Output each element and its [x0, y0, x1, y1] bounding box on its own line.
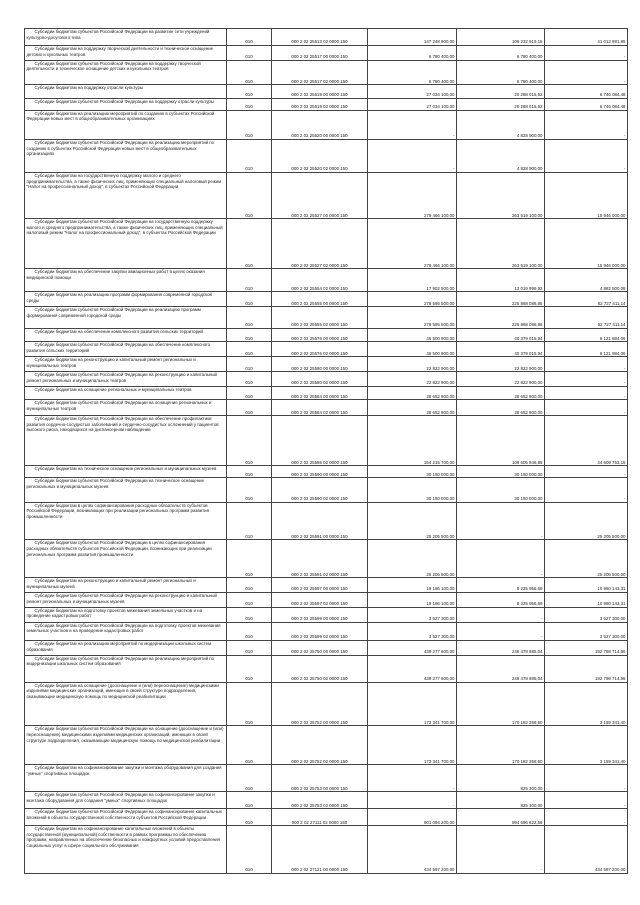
row-budget-code-cell: 000 2 02 25591 00 0000 150 — [272, 502, 368, 540]
row-unexecuted-amount-cell: 25 205 500,00 — [545, 502, 628, 540]
row-name-cell — [25, 682, 227, 726]
table-row — [25, 307, 628, 329]
row-approved-amount-cell: 173 341 700,00 — [368, 682, 457, 726]
row-name-text: Субсидии бюджетам на софинансирование капитальных вложений в объекты государственной (муниципальной) собственности в рамках программы по обеспечению программ, направленных на обеспечение безопасных и комфортных условий предоставления социальных услуг в сфере социального обслуживания — [26, 826, 220, 849]
row-budget-code-cell: 000 2 02 25519 00 0000 150 — [272, 85, 368, 98]
table-row — [25, 622, 628, 640]
row-budget-code-cell: 000 2 02 25527 02 0000 150 — [272, 219, 368, 269]
table-row — [25, 578, 628, 593]
row-admin-code-cell: 010 — [227, 329, 272, 342]
row-unexecuted-amount-cell: 10 960 143,31 — [545, 593, 628, 608]
row-name-cell — [25, 416, 227, 466]
row-approved-amount-cell: 279 466 100,00 — [368, 172, 457, 218]
row-name-text: Субсидии бюджетам субъектов Российской Федерации на оснащение региональных и муниципальных театров — [26, 400, 212, 411]
row-name-text: Субсидии бюджетам субъектов Российской Федерации на обеспечение профилактики развития сердечно-сосудистых заболеваний и сердечно-сосудистых осложнений у пациентов высокого риска, находящихся на диспансерном наблюдении — [26, 416, 219, 433]
row-name-text: Субсидии бюджетам субъектов Российской Федерации на реконструкцию и капитальный ремонт региональных и муниципальных музеев — [26, 593, 217, 604]
row-admin-code-cell: 010 — [227, 682, 272, 726]
row-approved-amount-cell: 46 500 900,00 — [368, 329, 457, 342]
row-approved-amount-cell: 279 466 100,00 — [368, 219, 457, 269]
row-admin-code-cell: 010 — [227, 342, 272, 357]
row-budget-code-cell: 000 2 02 25520 00 0000 150 — [272, 110, 368, 139]
row-unexecuted-amount-cell: - — [545, 400, 628, 416]
row-name-text: Субсидии бюджетам субъектов Российской Федерации на реконструкцию и капитальный ремонт региональных и муниципальных театров — [26, 372, 217, 383]
row-unexecuted-amount-cell: - — [545, 466, 628, 478]
row-admin-code-cell: 010 — [227, 826, 272, 874]
row-name-text: Субсидии бюджетам субъектов Российской Федерации на поддержку творческой деятельности и техническое оснащение детских и кукольных театров — [26, 60, 201, 72]
table-row — [25, 372, 628, 387]
row-unexecuted-amount-cell: - — [545, 357, 628, 372]
row-name-text: Субсидии бюджетам субъектов Российской Федерации на государственную поддержку малого и среднего предпринимательства, а также физических лиц, применяющих специальный налоговый режим "Налог на профессиональный доход", в субъектах Российской Федерации — [26, 219, 223, 236]
row-name-cell — [25, 502, 227, 540]
table-row — [25, 172, 628, 218]
row-executed-amount-cell: 4 828 900,00 — [457, 110, 545, 139]
row-name-cell — [25, 110, 227, 139]
table-row — [25, 357, 628, 372]
row-unexecuted-amount-cell: 6 746 084,48 — [545, 98, 628, 110]
row-budget-code-cell: 000 2 02 25513 02 0000 150 — [272, 29, 368, 46]
row-name-text: Субсидии бюджетам на софинансирование закупки и монтажа оборудования для создания "умных" спортивных площадок — [26, 765, 222, 776]
row-admin-code-cell: 010 — [227, 640, 272, 655]
budget-report-page — [24, 28, 627, 874]
row-approved-amount-cell: 439 277 600,00 — [368, 655, 457, 682]
table-row — [25, 593, 628, 608]
row-name-cell — [25, 655, 227, 682]
table-row — [25, 140, 628, 173]
row-executed-amount-cell: 28 652 900,00 — [457, 386, 545, 399]
row-budget-code-cell: 000 2 02 25599 02 0000 150 — [272, 622, 368, 640]
row-name-text: Субсидии бюджетам субъектов Российской Федерации на софинансирование капитальных вложений в объекты государственной собственности субъектов Российской Федерации — [26, 809, 222, 820]
row-budget-code-cell: 000 2 02 25555 00 0000 150 — [272, 292, 368, 307]
row-admin-code-cell: 010 — [227, 478, 272, 502]
row-approved-amount-cell: 30 150 000,00 — [368, 478, 457, 502]
row-name-cell — [25, 219, 227, 269]
row-name-cell — [25, 478, 227, 502]
row-name-cell — [25, 640, 227, 655]
row-approved-amount-cell: 46 500 900,00 — [368, 342, 457, 357]
row-executed-amount-cell: 20 288 015,52 — [457, 98, 545, 110]
row-name-cell — [25, 269, 227, 292]
row-admin-code-cell: 010 — [227, 502, 272, 540]
row-budget-code-cell: 000 2 02 25597 02 0000 150 — [272, 593, 368, 608]
row-admin-code-cell: 010 — [227, 792, 272, 809]
row-name-cell — [25, 357, 227, 372]
row-name-text: Субсидии бюджетам на реализацию мероприятий по модернизации школьных систем образования — [26, 640, 212, 652]
row-admin-code-cell: 010 — [227, 357, 272, 372]
row-name-text: Субсидии бюджетам на реализацию программ формирования современной городской среды — [26, 292, 212, 303]
row-name-text: Субсидии бюджетам субъектов Российской Федерации на оснащение (дооснащение и (или) переоснащение) медицинскими изделиями медицинских организаций, имеющих в своей структуре подразделения, оказывающие медицинскую помощь по медицинской реабилитации — [26, 726, 224, 743]
row-executed-amount-cell: 22 822 900,00 — [457, 357, 545, 372]
row-executed-amount-cell: 30 150 000,00 — [457, 466, 545, 478]
row-approved-amount-cell: 17 902 500,00 — [368, 269, 457, 292]
row-name-text: Субсидии бюджетам на обеспечение закупки авиационных работ в целях оказания медицинской помощи — [26, 269, 205, 280]
row-name-text: Субсидии бюджетам субъектов Российской Федерации на реализацию мероприятий по созданию в субъектах Российской Федерации новых мест в общеобразовательных организациях — [26, 140, 215, 157]
row-approved-amount-cell: 901 094 200,00 — [368, 809, 457, 826]
row-unexecuted-amount-cell: 6 746 084,48 — [545, 85, 628, 98]
table-row — [25, 386, 628, 399]
table-row — [25, 269, 628, 292]
row-budget-code-cell: 000 2 02 25527 00 0000 150 — [272, 172, 368, 218]
row-name-text: Субсидии бюджетам субъектов Российской Федерации на техническое оснащение региональных и муниципальных музеев — [26, 478, 205, 489]
row-name-text: Субсидии бюджетам в целях софинансирования расходных обязательств субъектов Российской Федерации, возникающих при реализации региональных программ развития промышленности — [26, 502, 209, 519]
row-name-text: Субсидии бюджетам субъектов Российской Федерации на реализацию программ формирования современной городской среды — [26, 307, 201, 318]
row-unexecuted-amount-cell: 10 960 143,31 — [545, 578, 628, 593]
row-executed-amount-cell: 263 519 100,00 — [457, 219, 545, 269]
row-executed-amount-cell: 8 225 956,69 — [457, 578, 545, 593]
row-executed-amount-cell: - — [457, 826, 545, 874]
row-name-cell — [25, 29, 227, 46]
row-name-cell — [25, 172, 227, 218]
row-budget-code-cell: 000 2 02 25576 02 0000 150 — [272, 342, 368, 357]
row-executed-amount-cell: - — [457, 502, 545, 540]
row-admin-code-cell: 010 — [227, 655, 272, 682]
row-executed-amount-cell: 8 225 956,69 — [457, 593, 545, 608]
row-executed-amount-cell: 246 478 885,04 — [457, 640, 545, 655]
row-admin-code-cell: 010 — [227, 46, 272, 61]
row-name-text: Субсидии бюджетам субъектов Российской Федерации в целях софинансирования расходных обязательств субъектов Российской Федерации, возникающих при реализации региональных программ развития промышленности — [26, 540, 212, 557]
row-name-cell — [25, 792, 227, 809]
row-admin-code-cell: 010 — [227, 140, 272, 173]
row-admin-code-cell: 010 — [227, 85, 272, 98]
row-executed-amount-cell: 994 696 822,56 — [457, 809, 545, 826]
row-approved-amount-cell: - — [368, 792, 457, 809]
row-executed-amount-cell: 170 182 358,60 — [457, 726, 545, 765]
row-name-cell — [25, 726, 227, 765]
row-admin-code-cell: 010 — [227, 386, 272, 399]
row-executed-amount-cell: 30 150 000,00 — [457, 478, 545, 502]
row-executed-amount-cell: 6 780 400,00 — [457, 46, 545, 61]
row-unexecuted-amount-cell: - — [545, 386, 628, 399]
table-row — [25, 640, 628, 655]
row-unexecuted-amount-cell: 192 798 714,96 — [545, 655, 628, 682]
row-approved-amount-cell: 278 595 500,00 — [368, 307, 457, 329]
table-row — [25, 292, 628, 307]
row-unexecuted-amount-cell: 3 159 341,40 — [545, 726, 628, 765]
row-unexecuted-amount-cell: - — [545, 792, 628, 809]
table-row — [25, 607, 628, 622]
row-admin-code-cell: 010 — [227, 29, 272, 46]
row-name-cell — [25, 607, 227, 622]
row-name-text: Субсидии бюджетам на обеспечение комплексного развития сельских территорий — [34, 329, 203, 335]
row-executed-amount-cell: 22 822 900,00 — [457, 372, 545, 387]
row-name-text: Субсидии бюджетам на оснащение региональных и муниципальных театров — [34, 386, 192, 392]
row-approved-amount-cell: 22 822 900,00 — [368, 357, 457, 372]
row-unexecuted-amount-cell: - — [545, 140, 628, 173]
row-approved-amount-cell: 25 205 500,00 — [368, 540, 457, 578]
row-budget-code-cell: 000 2 02 25519 02 0000 150 — [272, 98, 368, 110]
budget-table — [24, 28, 628, 874]
row-executed-amount-cell: - — [457, 540, 545, 578]
row-name-cell — [25, 307, 227, 329]
row-budget-code-cell: 000 2 02 25555 02 0000 150 — [272, 307, 368, 329]
row-admin-code-cell: 010 — [227, 809, 272, 826]
row-unexecuted-amount-cell: 15 946 000,00 — [545, 219, 628, 269]
row-unexecuted-amount-cell: 15 946 000,00 — [545, 172, 628, 218]
table-row — [25, 726, 628, 765]
row-unexecuted-amount-cell: - — [545, 60, 628, 84]
row-executed-amount-cell: 225 868 088,86 — [457, 292, 545, 307]
row-budget-code-cell: 000 2 02 25597 00 0000 150 — [272, 578, 368, 593]
table-row — [25, 60, 628, 84]
row-admin-code-cell: 010 — [227, 622, 272, 640]
row-approved-amount-cell: 28 652 900,00 — [368, 400, 457, 416]
row-executed-amount-cell: 40 379 015,94 — [457, 329, 545, 342]
row-admin-code-cell: 010 — [227, 416, 272, 466]
row-executed-amount-cell: 170 182 358,60 — [457, 682, 545, 726]
row-name-cell — [25, 372, 227, 387]
table-row — [25, 400, 628, 416]
row-name-text: Субсидии бюджетам субъектов Российской Федерации на обеспечение комплексного развития сельских территорий — [26, 342, 211, 354]
row-executed-amount-cell: 246 478 885,04 — [457, 655, 545, 682]
row-budget-code-cell: 000 2 02 25750 02 0000 150 — [272, 655, 368, 682]
row-admin-code-cell: 010 — [227, 726, 272, 765]
row-approved-amount-cell: 6 780 400,00 — [368, 46, 457, 61]
row-approved-amount-cell: - — [368, 140, 457, 173]
row-name-cell — [25, 46, 227, 61]
row-executed-amount-cell: 825 300,00 — [457, 765, 545, 792]
row-unexecuted-amount-cell: 44 609 753,15 — [545, 416, 628, 466]
row-executed-amount-cell: 109 605 946,85 — [457, 416, 545, 466]
row-executed-amount-cell: - — [457, 622, 545, 640]
row-unexecuted-amount-cell: - — [545, 372, 628, 387]
row-approved-amount-cell: 19 186 100,00 — [368, 593, 457, 608]
row-name-text: Субсидии бюджетам субъектов Российской Федерации на развитие сети учреждений культурно-досугового типа — [26, 29, 210, 40]
row-name-cell — [25, 98, 227, 110]
row-approved-amount-cell: 3 527 300,00 — [368, 607, 457, 622]
table-row — [25, 765, 628, 792]
row-name-cell — [25, 466, 227, 478]
table-row — [25, 682, 628, 726]
row-admin-code-cell: 010 — [227, 578, 272, 593]
row-admin-code-cell: 010 — [227, 765, 272, 792]
row-approved-amount-cell: 28 652 900,00 — [368, 386, 457, 399]
row-name-cell — [25, 386, 227, 399]
row-admin-code-cell: 010 — [227, 540, 272, 578]
row-unexecuted-amount-cell: 4 882 500,08 — [545, 269, 628, 292]
row-name-text: Субсидии бюджетам на реконструкцию и капитальный ремонт региональных и муниципальных театров — [26, 357, 196, 368]
row-name-cell — [25, 400, 227, 416]
row-budget-code-cell: 000 2 02 25590 02 0000 150 — [272, 478, 368, 502]
table-row — [25, 478, 628, 502]
row-name-cell — [25, 540, 227, 578]
row-executed-amount-cell: 20 288 015,52 — [457, 85, 545, 98]
row-executed-amount-cell: 825 300,00 — [457, 792, 545, 809]
table-row — [25, 540, 628, 578]
row-admin-code-cell: 010 — [227, 307, 272, 329]
row-approved-amount-cell: 439 277 600,00 — [368, 640, 457, 655]
row-budget-code-cell: 000 2 02 25517 02 0000 150 — [272, 60, 368, 84]
table-row — [25, 110, 628, 139]
table-row — [25, 29, 628, 46]
row-unexecuted-amount-cell: - — [545, 46, 628, 61]
row-approved-amount-cell: 22 822 900,00 — [368, 372, 457, 387]
row-budget-code-cell: 000 2 02 25753 00 0000 150 — [272, 765, 368, 792]
row-budget-code-cell: 000 2 02 25584 00 0000 150 — [272, 386, 368, 399]
row-name-cell — [25, 342, 227, 357]
row-unexecuted-amount-cell: 192 798 714,96 — [545, 640, 628, 655]
row-budget-code-cell: 000 2 02 25753 02 0000 150 — [272, 792, 368, 809]
row-unexecuted-amount-cell: 3 159 341,40 — [545, 682, 628, 726]
row-budget-code-cell: 000 2 02 25586 02 0000 150 — [272, 416, 368, 466]
row-executed-amount-cell: 225 868 088,86 — [457, 307, 545, 329]
row-approved-amount-cell: 6 780 400,00 — [368, 60, 457, 84]
row-budget-code-cell: 000 2 02 25520 02 0000 150 — [272, 140, 368, 173]
table-row — [25, 342, 628, 357]
row-unexecuted-amount-cell: 434 597 200,00 — [545, 826, 628, 874]
row-name-text: Субсидии бюджетам субъектов Российской Федерации на реализацию мероприятий по модернизации школьных систем образования — [26, 655, 215, 667]
row-approved-amount-cell: 434 597 200,00 — [368, 826, 457, 874]
row-name-cell — [25, 85, 227, 98]
row-approved-amount-cell: 154 215 700,00 — [368, 416, 457, 466]
row-unexecuted-amount-cell: - — [545, 110, 628, 139]
row-executed-amount-cell: 263 519 100,00 — [457, 172, 545, 218]
row-approved-amount-cell: - — [368, 765, 457, 792]
row-budget-code-cell: 000 2 02 25590 00 0000 150 — [272, 466, 368, 478]
row-budget-code-cell: 000 2 02 25752 00 0000 150 — [272, 682, 368, 726]
table-row — [25, 46, 628, 61]
budget-table-body — [25, 29, 628, 874]
row-name-text: Субсидии бюджетам субъектов Российской Федерации на софинансирование закупки и монтажа оборудования для создания "умных" спортивных площадок — [26, 792, 215, 803]
row-unexecuted-amount-cell: - — [545, 809, 628, 826]
table-row — [25, 655, 628, 682]
row-executed-amount-cell: 28 652 900,00 — [457, 400, 545, 416]
row-unexecuted-amount-cell: 6 121 884,06 — [545, 329, 628, 342]
row-admin-code-cell: 010 — [227, 400, 272, 416]
row-unexecuted-amount-cell: - — [545, 478, 628, 502]
row-budget-code-cell: 000 2 02 27111 02 0000 150 — [272, 809, 368, 826]
row-budget-code-cell: 000 2 02 25591 02 0000 150 — [272, 540, 368, 578]
row-executed-amount-cell: 13 019 999,92 — [457, 269, 545, 292]
table-row — [25, 329, 628, 342]
row-budget-code-cell: 000 2 02 25584 02 0000 150 — [272, 400, 368, 416]
row-budget-code-cell: 000 2 02 25580 00 0000 150 — [272, 357, 368, 372]
row-name-text: Субсидии бюджетам на поддержку отрасли культуры — [34, 85, 144, 91]
row-admin-code-cell: 010 — [227, 593, 272, 608]
row-admin-code-cell: 010 — [227, 60, 272, 84]
row-unexecuted-amount-cell: 52 727 411,14 — [545, 307, 628, 329]
row-budget-code-cell: 000 2 02 25517 00 0000 150 — [272, 46, 368, 61]
row-approved-amount-cell: 27 034 100,00 — [368, 85, 457, 98]
row-approved-amount-cell: 19 186 100,00 — [368, 578, 457, 593]
row-budget-code-cell: 000 2 02 25599 00 0000 150 — [272, 607, 368, 622]
row-unexecuted-amount-cell: 52 727 411,14 — [545, 292, 628, 307]
row-admin-code-cell: 010 — [227, 372, 272, 387]
row-approved-amount-cell: 27 034 100,00 — [368, 98, 457, 110]
row-approved-amount-cell: 173 341 700,00 — [368, 726, 457, 765]
row-name-cell — [25, 593, 227, 608]
row-name-text: Субсидии бюджетам на подготовку проектов межевания земельных участков и на проведение кадастровых работ — [26, 607, 203, 619]
row-name-text: Субсидии бюджетам на государственную поддержку малого и среднего предпринимательства, а также физических лиц, применяющих специальный налоговый режим "Налог на профессиональный доход", в субъектах Российской Федерации — [26, 172, 222, 190]
row-budget-code-cell: 000 2 02 25750 00 0000 150 — [272, 640, 368, 655]
table-row — [25, 98, 628, 110]
row-approved-amount-cell: 147 248 900,00 — [368, 29, 457, 46]
row-admin-code-cell: 010 — [227, 219, 272, 269]
row-name-cell — [25, 809, 227, 826]
table-row — [25, 219, 628, 269]
row-name-text: Субсидии бюджетам на техническое оснащение региональных и муниципальных музеев — [34, 466, 217, 472]
row-name-cell — [25, 292, 227, 307]
row-approved-amount-cell: - — [368, 110, 457, 139]
row-admin-code-cell: 010 — [227, 98, 272, 110]
row-admin-code-cell: 010 — [227, 466, 272, 478]
row-budget-code-cell: 000 2 02 25576 00 0000 150 — [272, 329, 368, 342]
row-unexecuted-amount-cell: 3 527 300,00 — [545, 607, 628, 622]
row-admin-code-cell: 010 — [227, 292, 272, 307]
table-row — [25, 502, 628, 540]
table-row — [25, 416, 628, 466]
row-approved-amount-cell: 30 150 000,00 — [368, 466, 457, 478]
row-name-text: Субсидии бюджетам на оснащение (дооснащение и (или) переоснащение) медицинскими изделиями медицинских организаций, имеющих в своей структуре подразделения, оказывающие медицинскую помощь по медицинской реабилитации — [26, 682, 219, 699]
row-budget-code-cell: 000 2 02 27121 00 0000 150 — [272, 826, 368, 874]
table-row — [25, 826, 628, 874]
table-row — [25, 85, 628, 98]
table-row — [25, 466, 628, 478]
row-executed-amount-cell: 40 379 015,94 — [457, 342, 545, 357]
row-unexecuted-amount-cell: 41 012 981,85 — [545, 29, 628, 46]
row-name-cell — [25, 765, 227, 792]
row-unexecuted-amount-cell: 25 205 500,00 — [545, 540, 628, 578]
row-budget-code-cell: 000 2 02 25554 02 0000 150 — [272, 269, 368, 292]
table-row — [25, 792, 628, 809]
row-name-text: Субсидии бюджетам субъектов Российской Федерации на подготовку проектов межевания земельных участков и на проведение кадастровых работ — [26, 622, 221, 634]
row-executed-amount-cell: 6 780 400,00 — [457, 60, 545, 84]
row-unexecuted-amount-cell: - — [545, 765, 628, 792]
row-name-cell — [25, 622, 227, 640]
row-admin-code-cell: 010 — [227, 172, 272, 218]
row-unexecuted-amount-cell: 6 121 884,06 — [545, 342, 628, 357]
row-budget-code-cell: 000 2 02 25752 02 0000 150 — [272, 726, 368, 765]
row-admin-code-cell: 010 — [227, 269, 272, 292]
table-row — [25, 809, 628, 826]
row-admin-code-cell: 010 — [227, 110, 272, 139]
row-approved-amount-cell: 25 205 500,00 — [368, 502, 457, 540]
row-approved-amount-cell: 278 595 500,00 — [368, 292, 457, 307]
row-name-text: Субсидии бюджетам субъектов Российской Федерации на поддержку отрасли культуры — [34, 98, 214, 104]
row-name-cell — [25, 60, 227, 84]
row-name-text: Субсидии бюджетам на реализацию мероприятий по созданию в субъектах Российской Федерации новых мест в общеобразовательных организациях — [26, 110, 215, 122]
row-name-cell — [25, 826, 227, 874]
row-executed-amount-cell: 4 828 900,00 — [457, 140, 545, 173]
row-name-text: Субсидии бюджетам на поддержку творческой деятельности и техническое оснащение детских и кукольных театров — [26, 46, 214, 57]
row-name-cell — [25, 578, 227, 593]
row-budget-code-cell: 000 2 02 25580 02 0000 150 — [272, 372, 368, 387]
row-executed-amount-cell: - — [457, 607, 545, 622]
row-approved-amount-cell: 3 527 300,00 — [368, 622, 457, 640]
row-name-text: Субсидии бюджетам на реконструкцию и капитальный ремонт региональных и муниципальных музеев — [26, 578, 196, 589]
row-admin-code-cell: 010 — [227, 607, 272, 622]
row-unexecuted-amount-cell: 3 527 300,00 — [545, 622, 628, 640]
row-name-cell — [25, 140, 227, 173]
row-name-cell — [25, 329, 227, 342]
row-executed-amount-cell: 106 232 919,15 — [457, 29, 545, 46]
